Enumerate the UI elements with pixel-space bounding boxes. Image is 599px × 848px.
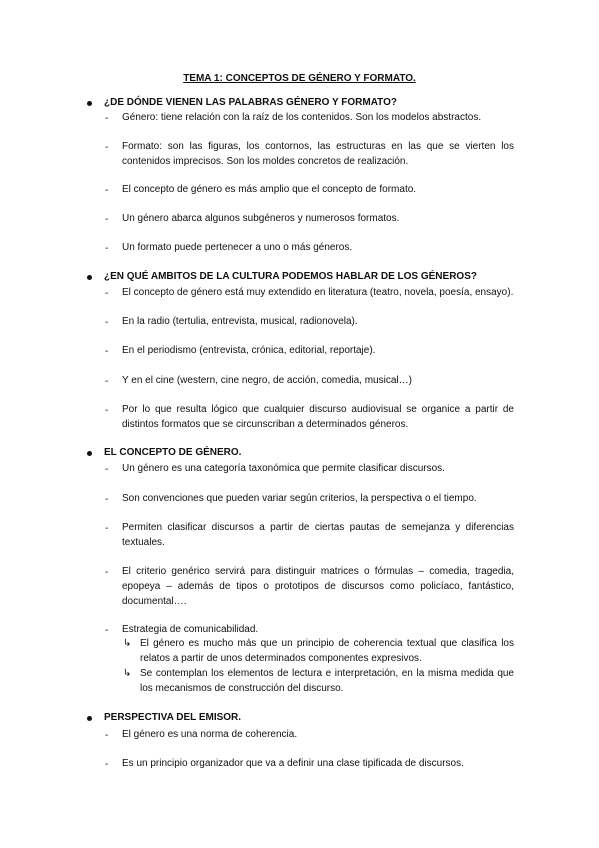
list-item: En la radio (tertulia, entrevista, musical, radionovela). <box>122 316 358 327</box>
section-heading: ¿EN QUÉ AMBITOS DE LA CULTURA PODEMOS HABLAR DE LOS GÉNEROS? <box>104 271 477 282</box>
dash-marker: - <box>105 405 109 416</box>
list-item: Formato: son las figuras, los contornos, las estructuras en las que se vierten los contenidos imprecisos. Son los moldes concretos de realización. <box>122 141 514 167</box>
dash-marker: - <box>105 346 109 357</box>
dash-marker: - <box>105 288 109 299</box>
dash-marker: - <box>105 494 109 505</box>
dash-marker: - <box>105 625 109 636</box>
section-heading: EL CONCEPTO DE GÉNERO. <box>104 447 242 458</box>
list-item: Estrategia de comunicabilidad. <box>122 624 259 635</box>
dash-marker: - <box>105 464 109 475</box>
arrow-sub-icon: ↳ <box>123 668 132 679</box>
sub-list-item: Se contemplan los elementos de lectura e interpretación, en la misma medida que los mecanismos de construcción del discurso. <box>140 668 514 694</box>
dash-marker: - <box>105 523 109 534</box>
section-bullet <box>87 716 92 721</box>
list-item: El concepto de género es más amplio que el concepto de formato. <box>122 184 417 195</box>
list-item: Son convenciones que pueden variar según criterios, la perspectiva o el tiempo. <box>122 493 477 504</box>
dash-marker: - <box>105 113 109 124</box>
list-item: El género es una norma de coherencia. <box>122 729 298 740</box>
dash-marker: - <box>105 730 109 741</box>
arrow-sub-icon: ↳ <box>123 638 132 649</box>
section-bullet <box>87 451 92 456</box>
list-item: Un género abarca algunos subgéneros y numerosos formatos. <box>122 213 400 224</box>
dash-marker: - <box>105 214 109 225</box>
dash-marker: - <box>105 317 109 328</box>
section-bullet <box>87 275 92 280</box>
list-item: El concepto de género está muy extendido en literatura (teatro, novela, poesía, ensayo). <box>122 287 514 298</box>
list-item: Permiten clasificar discursos a partir de ciertas pautas de semejanza y diferencias textuales. <box>122 522 514 548</box>
dash-marker: - <box>105 142 109 153</box>
list-item: Un formato puede pertenecer a uno o más géneros. <box>122 242 353 253</box>
list-item: Género: tiene relación con la raíz de los contenidos. Son los modelos abstractos. <box>122 112 482 123</box>
sub-list-item: El género es mucho más que un principio de coherencia textual que clasifica los relatos a partir de unos determinados componentes expresivos. <box>140 638 514 664</box>
page-title: TEMA 1: CONCEPTOS DE GÉNERO Y FORMATO. <box>183 73 416 84</box>
dash-marker: - <box>105 185 109 196</box>
list-item: Un género es una categoría taxonómica que permite clasificar discursos. <box>122 463 445 474</box>
dash-marker: - <box>105 759 109 770</box>
list-item: Por lo que resulta lógico que cualquier discurso audiovisual se organice a partir de distintos formatos que se circunscriban a determinados géneros. <box>122 404 514 430</box>
list-item: El criterio genérico servirá para distinguir matrices o fórmulas – comedia, tragedia, epopeya – además de tipos o prototipos de discursos como policíaco, fantástico, documental…. <box>122 566 514 607</box>
section-heading: ¿DE DÓNDE VIENEN LAS PALABRAS GÉNERO Y FORMATO? <box>104 97 397 108</box>
list-item: Y en el cine (western, cine negro, de acción, comedia, musical…) <box>122 375 412 386</box>
dash-marker: - <box>105 567 109 578</box>
section-heading: PERSPECTIVA DEL EMISOR. <box>104 712 242 723</box>
section-bullet <box>87 101 92 106</box>
list-item: En el periodismo (entrevista, crónica, editorial, reportaje). <box>122 345 376 356</box>
list-item: Es un principio organizador que va a definir una clase tipificada de discursos. <box>122 758 464 769</box>
dash-marker: - <box>105 376 109 387</box>
dash-marker: - <box>105 243 109 254</box>
